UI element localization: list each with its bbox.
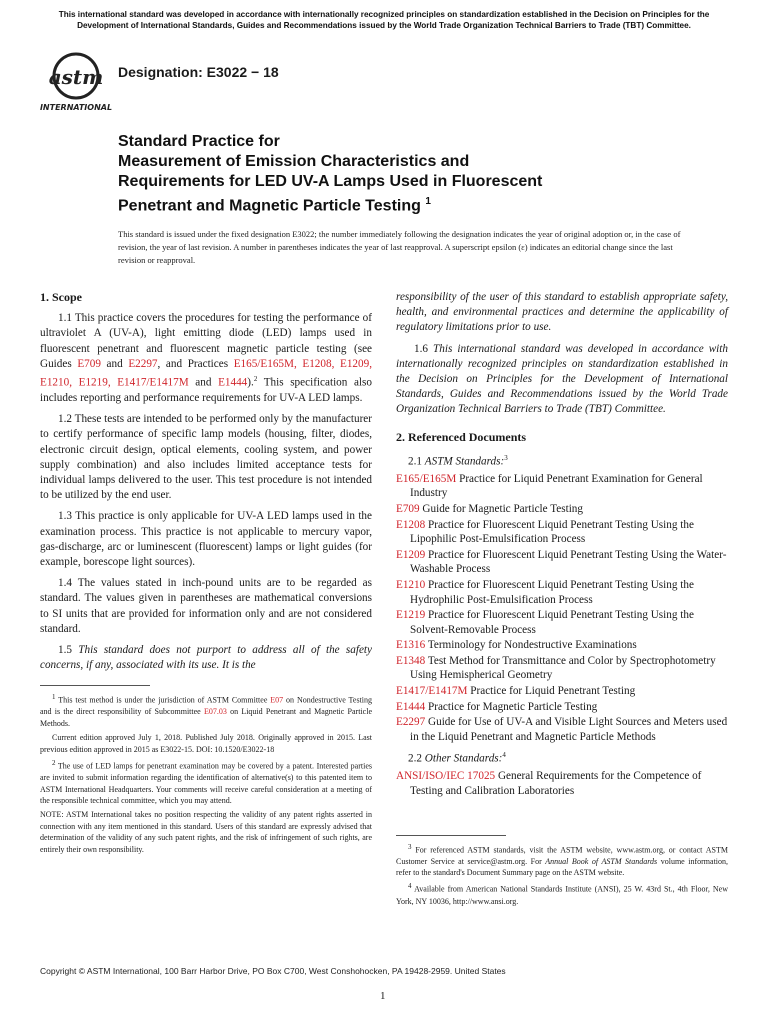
footnote-3-text-a: For referenced ASTM standards, visit the ASTM website, www.astm.org, or contact ASTM Customer Service at service@astm.org. For [396,845,729,866]
link-iso-17025[interactable]: ANSI/ISO/IEC 17025 [396,770,496,783]
link-e1444[interactable]: E1444 [218,376,248,389]
designation: Designation: E3022 − 18 [118,64,279,80]
left-column [40,290,372,858]
referenced-standard-title: Practice for Liquid Penetrant Examination for General Industry [410,472,703,500]
astm-standards-label: 2.1 [408,455,425,468]
svg-text:astm: astm [48,65,104,89]
footnote-1-mark: 1 [52,693,56,702]
issue-note: This standard is issued under the fixed designation E3022; the number immediately following the designation indicates the year of original adoption or, in the case of revision, the year of last revision. A number in parentheses indicates the year of last reapproval. A superscript epsilon (ε) indicates an editorial change since the last revision or reapproval. [118,229,681,265]
other-standards-label: 2.2 [408,753,425,766]
link-subcommittee-e0703[interactable]: E07.03 [203,707,227,717]
scope-paragraph-1.6 [396,342,728,418]
scope-p1-footnote-mark: 2 [253,375,258,384]
scope-p1-text-b: , and Practices [157,357,234,370]
scope-p5-number: 1.5 [58,644,79,656]
referenced-standard-item [396,638,728,653]
referenced-standard-link[interactable]: E709 [396,502,420,515]
referenced-standard-title: Practice for Fluorescent Liquid Penetrant Testing Using the Hydrophilic Post-Emulsification Process [410,578,694,606]
referenced-standard-title: Practice for Fluorescent Liquid Penetrant Testing Using the Solvent-Removable Process [410,609,694,636]
scope-p6-text: This international standard was developed in accordance with internationally recognized principles on standardization established in the Decision on Principles for the Development of International Standards, Guides and Recommendations issued by the World Trade Organization Technical Barriers to Trade (TBT) Committee. [396,342,728,416]
referenced-standard-link[interactable]: E2297 [396,716,426,729]
referenced-standards-list [396,472,728,745]
footnote-1-edition: Current edition approved July 1, 2018. Published July 2018. Originally approved in 2015. Last previous edition approved in 2015 as E3022-15. DOI: 10.1520/E3022-18 [40,733,372,754]
other-standard-text: General Requirements for the Competence of Testing and Calibration Laboratories [410,770,702,797]
referenced-standard-title: Test Method for Transmittance and Color by Spectrophotometry Using Hemispherical Geometry [410,654,716,682]
referenced-standard-item [396,518,728,547]
scope-heading: 1. Scope [40,290,82,304]
referenced-standard-title: Practice for Fluorescent Liquid Penetrant Testing Using the Lipophilic Post-Emulsification Process [410,518,694,546]
footnote-1 [40,692,372,729]
referenced-standard-item [396,472,728,501]
referenced-standard-title: Practice for Fluorescent Liquid Penetrant Testing Using the Water-Washable Process [410,548,727,576]
referenced-standard-item [396,700,728,715]
referenced-standard-title: Guide for Use of UV-A and Visible Light Sources and Meters used in the Liquid Penetrant and Magnetic Particle Methods [410,716,728,743]
title-line-1: Standard Practice for [118,133,280,150]
referenced-standard-item [396,548,728,577]
footnote-divider-right [396,835,506,836]
footnote-4-mark: 4 [408,882,412,891]
referenced-standard-link[interactable]: E1209 [396,548,426,561]
footnote-4 [396,881,728,906]
scope-p1-text-a: 1.1 This practice covers the procedures for testing the performance of ultraviolet A (UV-A), light emitting diode (LED) lamps used in fluorescent penetrant and fluorescent magnetic particle testing (see Guides [40,312,372,370]
title-line-3: Requirements for LED UV-A Lamps Used in Fluorescent [118,173,543,190]
copyright-footer: Copyright © ASTM International, 100 Barr Harbor Drive, PO Box C700, West Conshohocken, PA 19428-2959. United States [40,966,506,976]
title-line-4-text: Penetrant and Magnetic Particle Testing [118,197,421,215]
right-column [396,290,728,910]
scope-p1-text-c: ). [247,376,254,389]
referenced-standard-link[interactable]: E1444 [396,700,426,713]
page-title [118,132,698,216]
scope-p6-number: 1.6 [414,342,434,355]
scope-paragraph-1.5 [40,643,372,673]
referenced-standard-link[interactable]: E165/E165M [396,472,457,485]
logo-international-text: INTERNATIONAL [40,103,112,112]
footnote-2 [40,758,372,806]
patent-note: NOTE: ASTM International takes no position respecting the validity of any patent rights asserted in connection with any item mentioned in this standard. Users of this standard are expressly advised that determination of the validity of any such patent rights, and the risk of infringement of such rights, are entirely their own responsibility. [40,810,372,854]
other-standards-title: Other Standards: [424,753,503,766]
other-standard-item [396,769,728,798]
referenced-standard-title: Guide for Magnetic Particle Testing [419,502,583,515]
referenced-standard-item [396,502,728,517]
scope-paragraph-1.4: 1.4 The values stated in inch-pound units are to be regarded as standard. The values given in parentheses are mathematical conversions to SI units that are provided for information only and are not considered standard. [40,577,372,635]
title-line-2: Measurement of Emission Characteristics and [118,153,470,170]
footnote-1-text-a: This test method is under the jurisdiction of ASTM Committee [58,696,271,706]
referenced-standard-item [396,654,728,683]
referenced-documents-heading: 2. Referenced Documents [396,429,527,444]
astm-standards-title: ASTM Standards: [424,455,505,468]
link-committee-e07[interactable]: E07 [270,696,284,706]
footnote-3 [396,842,728,879]
footnote-3-mark: 3 [408,842,412,851]
title-footnote-mark: 1 [425,196,431,207]
scope-p1-and-2: and [188,376,219,389]
referenced-standard-title: Practice for Liquid Penetrant Testing [467,685,636,698]
footnote-2-text: The use of LED lamps for penetrant examination may be covered by a patent. Interested parties are invited to submit information regarding the identification of alternative(s) to this patented item to ASTM International Headquarters. Your comments will receive careful consideration at a meeting of the responsible technical committee, which you may attend. [40,761,372,805]
footnote-2-mark: 2 [52,759,56,768]
scope-paragraph-1.5-continued: responsibility of the user of this standard to establish appropriate safety, health, and environmental practices and determine the applicability of regulatory limitations prior to use. [396,291,728,334]
referenced-standard-link[interactable]: E1348 [396,654,426,667]
referenced-standard-title: Terminology for Nondestructive Examinations [425,639,637,652]
astm-standards-footnote-mark: 3 [504,453,508,462]
footnote-divider-left [40,685,150,686]
referenced-standard-item [396,608,728,637]
referenced-standard-link[interactable]: E1208 [396,518,426,531]
scope-p1-and: and [100,357,129,370]
referenced-standard-link[interactable]: E1316 [396,639,426,652]
referenced-standard-link[interactable]: E1210 [396,578,426,591]
footnote-1-text-c: on Liquid Penetrant and Magnetic Particle Methods. [40,707,372,728]
referenced-standard-item [396,684,728,699]
link-e2297[interactable]: E2297 [128,357,158,370]
referenced-standard-link[interactable]: E1219 [396,609,426,622]
astm-standards-subheading [408,451,728,470]
link-e709[interactable]: E709 [77,357,101,370]
referenced-standard-link[interactable]: E1417/E1417M [396,685,468,698]
footnote-1-text-b: on Nondestructive Testing and is the direct responsibility of Subcommittee [40,696,372,717]
referenced-standard-item [396,578,728,607]
scope-paragraph-1.1 [40,311,372,406]
astm-logo-icon [40,50,112,112]
title-line-4 [118,192,698,216]
tbt-notice: This international standard was developed in accordance with internationally recognized principles on standardization established in the Decision on Principles for the Development of International Standards, Guides and Recommendations issued by the World Trade Organization Technical Barriers to Trade (TBT) Committee. [58,10,710,30]
scope-p1-text-d: This specification also includes reporting and performance requirements for UV-A LED lamps. [40,376,372,404]
other-standards-subheading [408,748,728,767]
scope-p5-text: This standard does not purport to address all of the safety concerns, if any, associated with its use. It is the [40,644,373,672]
referenced-standard-item [396,715,728,744]
page-number: 1 [380,990,386,1002]
referenced-standard-title: Practice for Magnetic Particle Testing [425,700,598,713]
other-standards-footnote-mark: 4 [502,751,506,760]
footnote-3-text-b: volume information, refer to the standard's Document Summary page on the ASTM website. [396,856,729,878]
footnote-3-italic: Annual Book of ASTM Standards [545,856,658,866]
scope-paragraph-1.3: 1.3 This practice is only applicable for UV-A LED lamps used in the examination process. This practice is not applicable to mercury vapor, gas-discharge, arc or luminescent (fluorescent) lamps or light guides (for example, borescope light sources). [40,510,372,568]
link-practices[interactable]: E165/E165M, E1208, E1209, E1210, E1219, E1417/E1417M [40,357,372,389]
footnote-4-text: Available from American National Standards Institute (ANSI), 25 W. 43rd St., 4th Floor, New York, NY 10036, http://www.ansi.org. [396,885,728,906]
scope-paragraph-1.2: 1.2 These tests are intended to be performed only by the manufacturer to certify performance of specific lamp models (housing, filter, diodes, electronic circuit design, optical elements, cooling system, and power supply combination) and also includes limited acceptance tests for individual lamps delivered to the user. This test procedure is not intended to be utilized by the end user. [40,413,372,502]
